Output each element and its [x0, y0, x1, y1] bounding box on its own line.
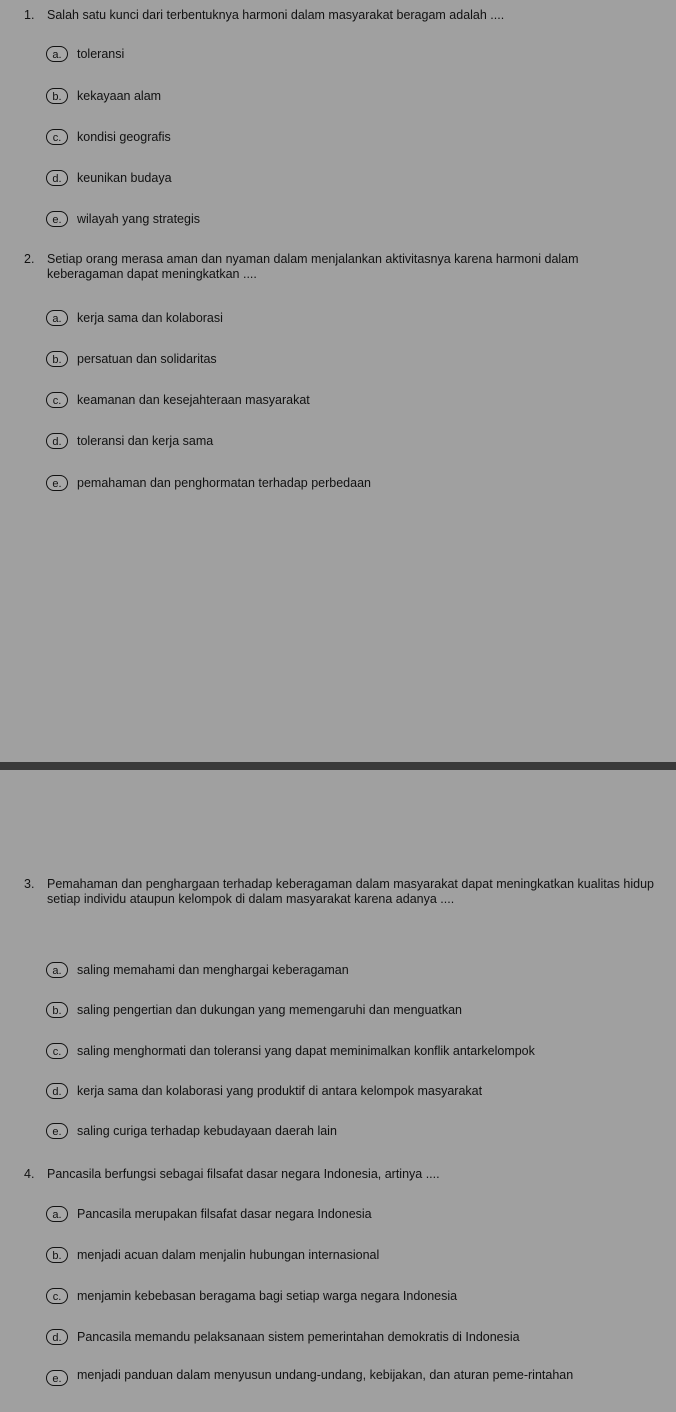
option-letter: d.: [46, 1083, 68, 1099]
option-b[interactable]: [46, 1000, 462, 1020]
option-text: menjamin kebebasan beragama bagi setiap warga negara Indonesia: [77, 1288, 458, 1303]
option-e[interactable]: [46, 1368, 637, 1402]
question-body: Setiap orang merasa aman dan nyaman dalam menjalankan aktivitasnya karena harmoni dalam keberagaman dapat meningkatkan ....: [47, 252, 579, 281]
page-divider: [0, 762, 676, 770]
option-letter: d.: [46, 170, 68, 186]
option-letter: a.: [46, 1206, 68, 1222]
option-letter: c.: [46, 129, 68, 145]
option-letter: b.: [46, 351, 68, 367]
option-text: Pancasila memandu pelaksanaan sistem pemerintahan demokratis di Indonesia: [77, 1329, 520, 1344]
option-letter: e.: [46, 1370, 68, 1386]
question-text: [24, 1167, 654, 1182]
option-letter: a.: [46, 310, 68, 326]
option-text: pemahaman dan penghormatan terhadap perbedaan: [77, 475, 371, 490]
option-letter: b.: [46, 88, 68, 104]
option-text: saling memahami dan menghargai keberagaman: [77, 962, 349, 977]
question-body: Pancasila berfungsi sebagai filsafat dasar negara Indonesia, artinya ....: [47, 1167, 440, 1181]
option-letter: d.: [46, 1329, 68, 1345]
option-letter: e.: [46, 1123, 68, 1139]
option-a[interactable]: [46, 308, 223, 328]
page-bottom: [0, 770, 676, 1412]
option-d[interactable]: [46, 1327, 520, 1347]
option-text: toleransi dan kerja sama: [77, 433, 214, 448]
option-e[interactable]: [46, 1121, 337, 1141]
option-text: saling pengertian dan dukungan yang memengaruhi dan menguatkan: [77, 1002, 463, 1017]
question-text: [24, 252, 654, 282]
option-a[interactable]: [46, 1204, 372, 1224]
option-letter: e.: [46, 211, 68, 227]
option-c[interactable]: [46, 1041, 535, 1061]
option-letter: b.: [46, 1247, 68, 1263]
option-text: wilayah yang strategis: [77, 211, 200, 226]
option-a[interactable]: [46, 44, 124, 64]
option-d[interactable]: [46, 168, 172, 188]
option-text: persatuan dan solidaritas: [77, 351, 217, 366]
option-c[interactable]: [46, 1286, 457, 1306]
option-text: saling menghormati dan toleransi yang dapat meminimalkan konflik antarkelompok: [77, 1043, 535, 1058]
question-number: 4.: [24, 1167, 35, 1181]
question-number: 2.: [24, 252, 35, 266]
option-text: menjadi acuan dalam menjalin hubungan internasional: [77, 1247, 380, 1262]
option-e[interactable]: [46, 209, 200, 229]
option-letter: a.: [46, 962, 68, 978]
question-text: [24, 8, 654, 23]
option-e[interactable]: [46, 473, 371, 493]
question-number: 3.: [24, 877, 35, 891]
option-b[interactable]: [46, 86, 161, 106]
option-text: kerja sama dan kolaborasi: [77, 310, 223, 325]
option-c[interactable]: [46, 390, 310, 410]
option-text: keunikan budaya: [77, 170, 172, 185]
option-d[interactable]: [46, 1081, 482, 1101]
option-letter: e.: [46, 475, 68, 491]
question-body: Pemahaman dan penghargaan terhadap keberagaman dalam masyarakat dapat meningkatkan kualitas hidup setiap individu ataupun kelompok di dalam masyarakat karena adanya ....: [47, 877, 654, 906]
option-text: kerja sama dan kolaborasi yang produktif di antara kelompok masyarakat: [77, 1083, 483, 1098]
option-b[interactable]: [46, 1245, 379, 1265]
option-text: menjadi panduan dalam menyusun undang-undang, kebijakan, dan aturan peme-rintahan: [77, 1368, 574, 1382]
option-text: kekayaan alam: [77, 88, 162, 103]
option-letter: d.: [46, 433, 68, 449]
option-text: toleransi: [77, 46, 125, 61]
option-text: keamanan dan kesejahteraan masyarakat: [77, 392, 310, 407]
option-a[interactable]: [46, 960, 349, 980]
option-b[interactable]: [46, 349, 217, 369]
option-letter: c.: [46, 1288, 68, 1304]
option-d[interactable]: [46, 431, 213, 451]
option-c[interactable]: [46, 127, 171, 147]
option-text: saling curiga terhadap kebudayaan daerah lain: [77, 1123, 337, 1138]
question-body: Salah satu kunci dari terbentuknya harmoni dalam masyarakat beragam adalah ....: [47, 8, 505, 22]
option-text: kondisi geografis: [77, 129, 171, 144]
option-letter: a.: [46, 46, 68, 62]
option-letter: b.: [46, 1002, 68, 1018]
option-letter: c.: [46, 1043, 68, 1059]
option-text: Pancasila merupakan filsafat dasar negara Indonesia: [77, 1206, 372, 1221]
question-number: 1.: [24, 8, 35, 22]
question-text: [24, 877, 654, 907]
option-letter: c.: [46, 392, 68, 408]
